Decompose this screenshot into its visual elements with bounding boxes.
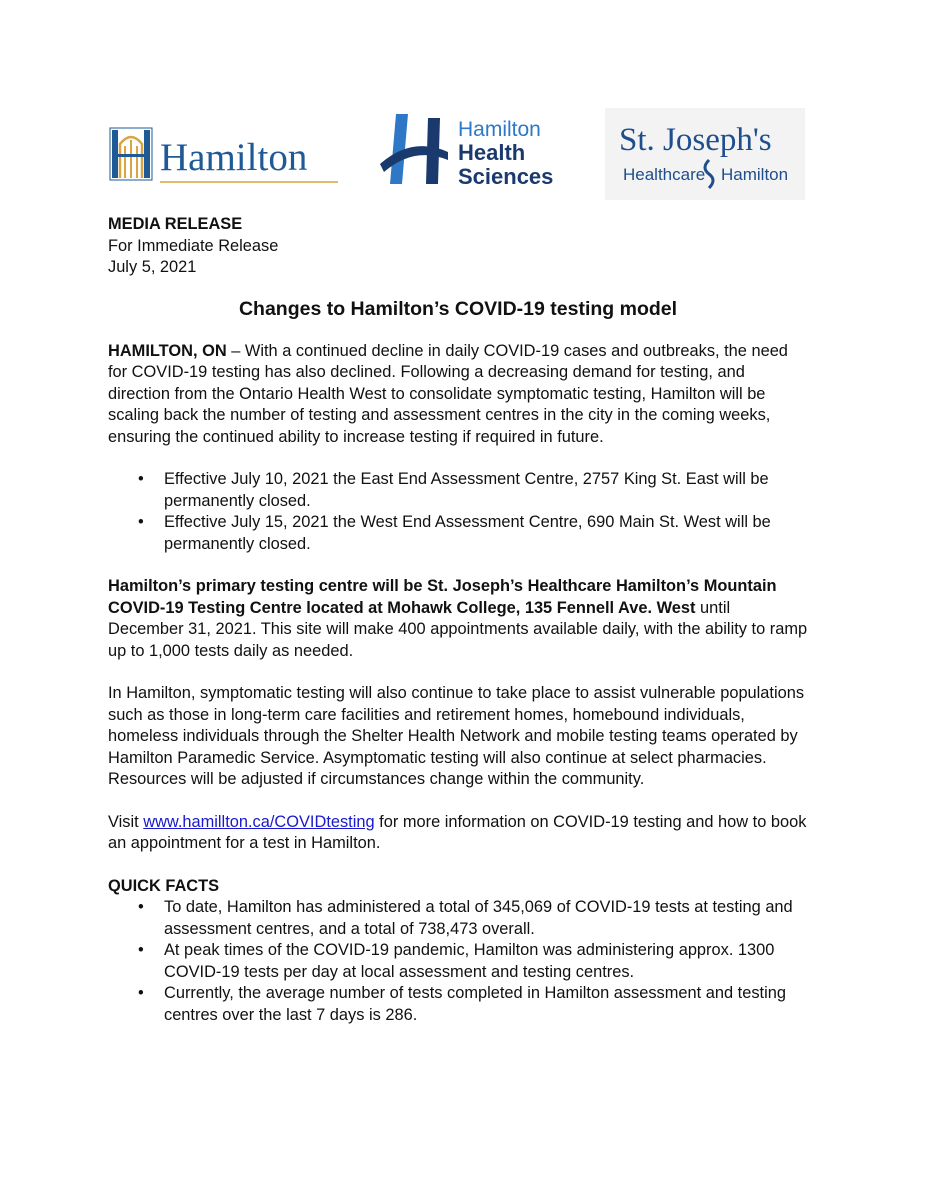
list-item: • At peak times of the COVID-19 pandemic, Hamilton was administering approx. 1300 COVID-19 tests per day at local assessment and testing centres. [138,941,775,981]
hamilton-logo-text: Hamilton [160,136,308,179]
list-item: • To date, Hamilton has administered a total of 345,069 of COVID-19 tests at testing and assessment centres, and a total of 738,473 overall. [138,898,793,938]
bullet-icon: • [138,470,144,488]
hhs-logo-line3: Sciences [458,164,554,189]
release-date: July 5, 2021 [108,258,197,276]
bullet-icon: • [138,898,144,916]
page-title: Changes to Hamilton’s COVID-19 testing model [238,297,678,320]
list-item: • Currently, the average number of tests completed in Hamilton assessment and testing centres over the last 7 days is 286. [138,984,786,1024]
intro-text: – With a continued decline in daily COVID-19 cases and outbreaks, the need for COVID-19 testing has also declined. Following a decreasing demand for testing, and direction from the Ontario Health West to consolidate symptomatic testing, Hamilton will be scaling back the number of testing and assessment centres in the city in the coming weeks, ensuring the continued ability to increase testing if required in future. [108,341,788,446]
covid-testing-link[interactable]: www.hamillton.ca/COVIDtesting [143,812,375,831]
bullet-icon: • [138,984,144,1002]
hamilton-health-sciences-logo [378,114,570,190]
bullet-icon: • [138,941,144,959]
sjh-logo-line2a: Healthcare [623,165,706,184]
document-body [108,214,808,1047]
list-item: • Effective July 15, 2021 the West End Assessment Centre, 690 Main St. West will be permanently closed. [138,513,771,553]
primary-centre-paragraph [108,576,808,662]
symptomatic-testing-paragraph: In Hamilton, symptomatic testing will also continue to take place to assist vulnerable populations such as those in long-term care facilities and retirement homes, homebound individuals, homeless individuals through the Shelter Health Network and mobile testing teams operated by Hamilton Paramedic Service. Asymptomatic testing will also continue at select pharmacies. Resources will be adjusted if circumstances change within the community. [108,684,805,788]
visit-paragraph: Visit www.hamillton.ca/COVIDtesting for more information on COVID-19 testing and how to book an appointment for a test in Hamilton. [108,812,807,852]
bullet-icon: • [138,513,144,531]
release-header [108,214,808,279]
hhs-logo-line1: Hamilton [458,118,541,141]
primary-centre-bold: Hamilton’s primary testing centre will be St. Joseph’s Healthcare Hamilton’s Mountain COVID-19 Testing Centre located at Mohawk College, 135 Fennell Ave. West [108,577,777,617]
dateline: HAMILTON, ON [108,341,227,360]
closures-list [108,469,808,555]
primary-centre-text: until December 31, 2021. This site will make 400 appointments available daily, with the ability to ramp up to 1,000 tests daily as needed. [108,598,808,660]
list-item: • Effective July 10, 2021 the East End Assessment Centre, 2757 King St. East will be permanently closed. [138,470,769,510]
immediate-release-label: For Immediate Release [108,236,279,255]
sjh-logo-line2b: Hamilton [721,165,789,184]
quick-facts-heading: QUICK FACTS [108,876,220,895]
quick-facts-list [108,897,808,1026]
logo-bar [0,108,927,203]
media-release-label: MEDIA RELEASE [108,215,243,233]
intro-paragraph [108,341,808,449]
hhs-logo-line2: Health [458,140,526,165]
st-josephs-healthcare-logo [605,108,805,200]
sjh-logo-line1: St. Joseph's [619,122,772,158]
city-of-hamilton-logo [108,122,340,186]
